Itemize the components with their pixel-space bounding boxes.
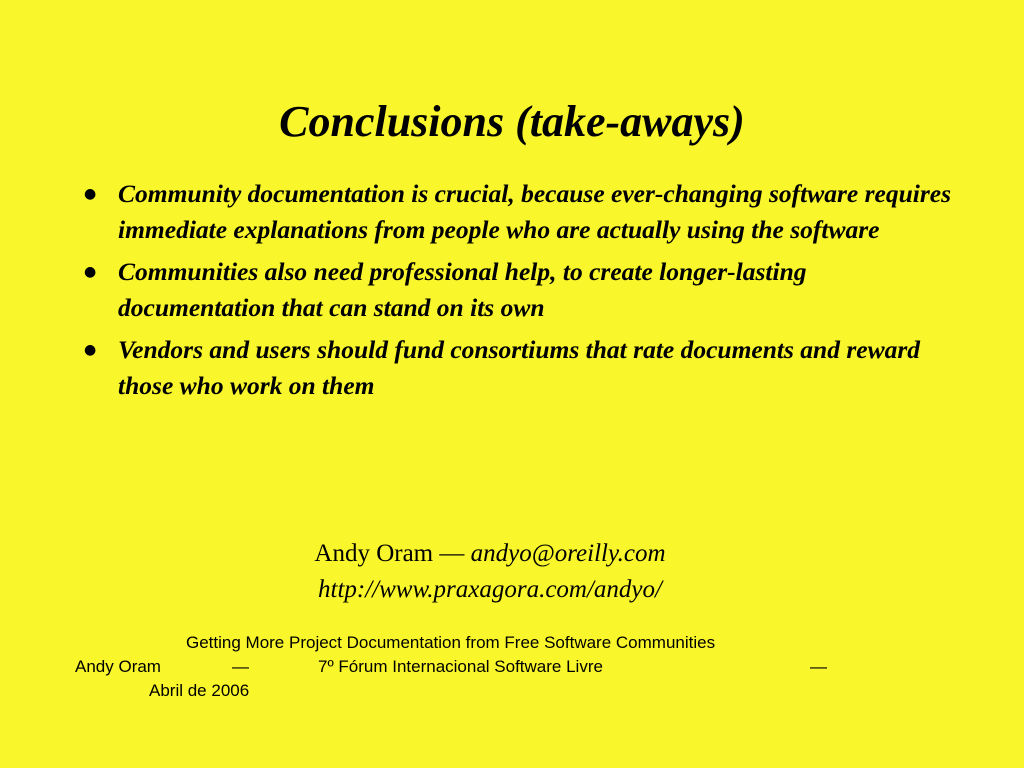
footer-dash: —: [810, 657, 827, 676]
footer-event: 7º Fórum Internacional Software Livre: [318, 657, 603, 676]
author-email-link[interactable]: andyo@oreilly.com: [470, 540, 666, 567]
slide-title: Conclusions (take-aways): [279, 97, 745, 146]
bullet-text: Communities also need professional help, to create longer-lasting documentation that can stand on its own: [118, 257, 807, 322]
bullet-item: [84, 176, 958, 247]
bullet-list: [84, 176, 958, 410]
author-separator: —: [439, 540, 465, 567]
bullet-item: [84, 332, 958, 403]
footer-date: Abril de 2006: [149, 681, 250, 700]
bullet-dot-icon: ●: [84, 342, 97, 358]
footer-dash: —: [232, 657, 249, 676]
bullet-dot-icon: ●: [84, 186, 97, 202]
bullet-dot-icon: ●: [84, 264, 97, 280]
bullet-item: [84, 254, 958, 325]
author-block: [0, 536, 980, 608]
author-url-link[interactable]: http://www.praxagora.com/andyo/: [318, 576, 662, 603]
author-name: Andy Oram: [314, 540, 434, 567]
bullet-text: Vendors and users should fund consortiums that rate documents and reward those who work on them: [118, 335, 921, 400]
footer-presentation-title: Getting More Project Documentation from Free Software Communities: [186, 633, 716, 652]
bullet-text: Community documentation is crucial, because ever-changing software requires immediate explanations from people who are actually using the software: [118, 179, 952, 244]
footer-author: Andy Oram: [75, 657, 161, 676]
author-line: [0, 536, 980, 572]
